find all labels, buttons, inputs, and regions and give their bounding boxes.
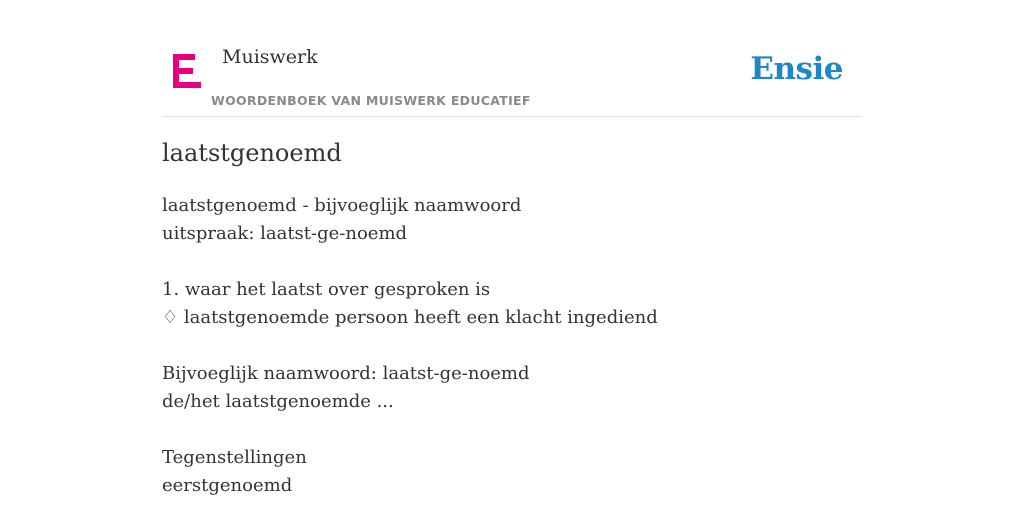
entry-line-word-type: laatstgenoemd - bijvoeglijk naamwoord <box>162 195 522 216</box>
entry-line-example: ♢ laatstgenoemde persoon heeft een klacht ingediend <box>162 307 658 328</box>
entry-line-article: de/het laatstgenoemde ... <box>162 391 394 412</box>
entry-line-pronunciation: uitspraak: laatst-ge-noemd <box>162 223 408 244</box>
header <box>162 40 862 117</box>
entry-line-blank <box>162 248 862 276</box>
entry-line-blank <box>162 416 862 444</box>
brand-name[interactable]: Muiswerk <box>222 46 318 68</box>
entry-line-antonyms-heading: Tegenstellingen <box>162 447 307 468</box>
entry-line-hyphenation: Bijvoeglijk naamwoord: laatst-ge-noemd <box>162 363 530 384</box>
entry-line-antonym: eerstgenoemd <box>162 475 293 496</box>
entry-title: laatstgenoemd <box>162 139 342 167</box>
entry-line-definition: 1. waar het laatst over gesproken is <box>162 279 491 300</box>
entry-body <box>162 192 862 500</box>
muiswerk-logo-icon[interactable] <box>173 54 201 88</box>
ensie-logo-link[interactable]: Ensie <box>750 51 843 87</box>
entry-line-blank <box>162 332 862 360</box>
brand-subtitle: WOORDENBOEK VAN MUISWERK EDUCATIEF <box>211 93 531 108</box>
